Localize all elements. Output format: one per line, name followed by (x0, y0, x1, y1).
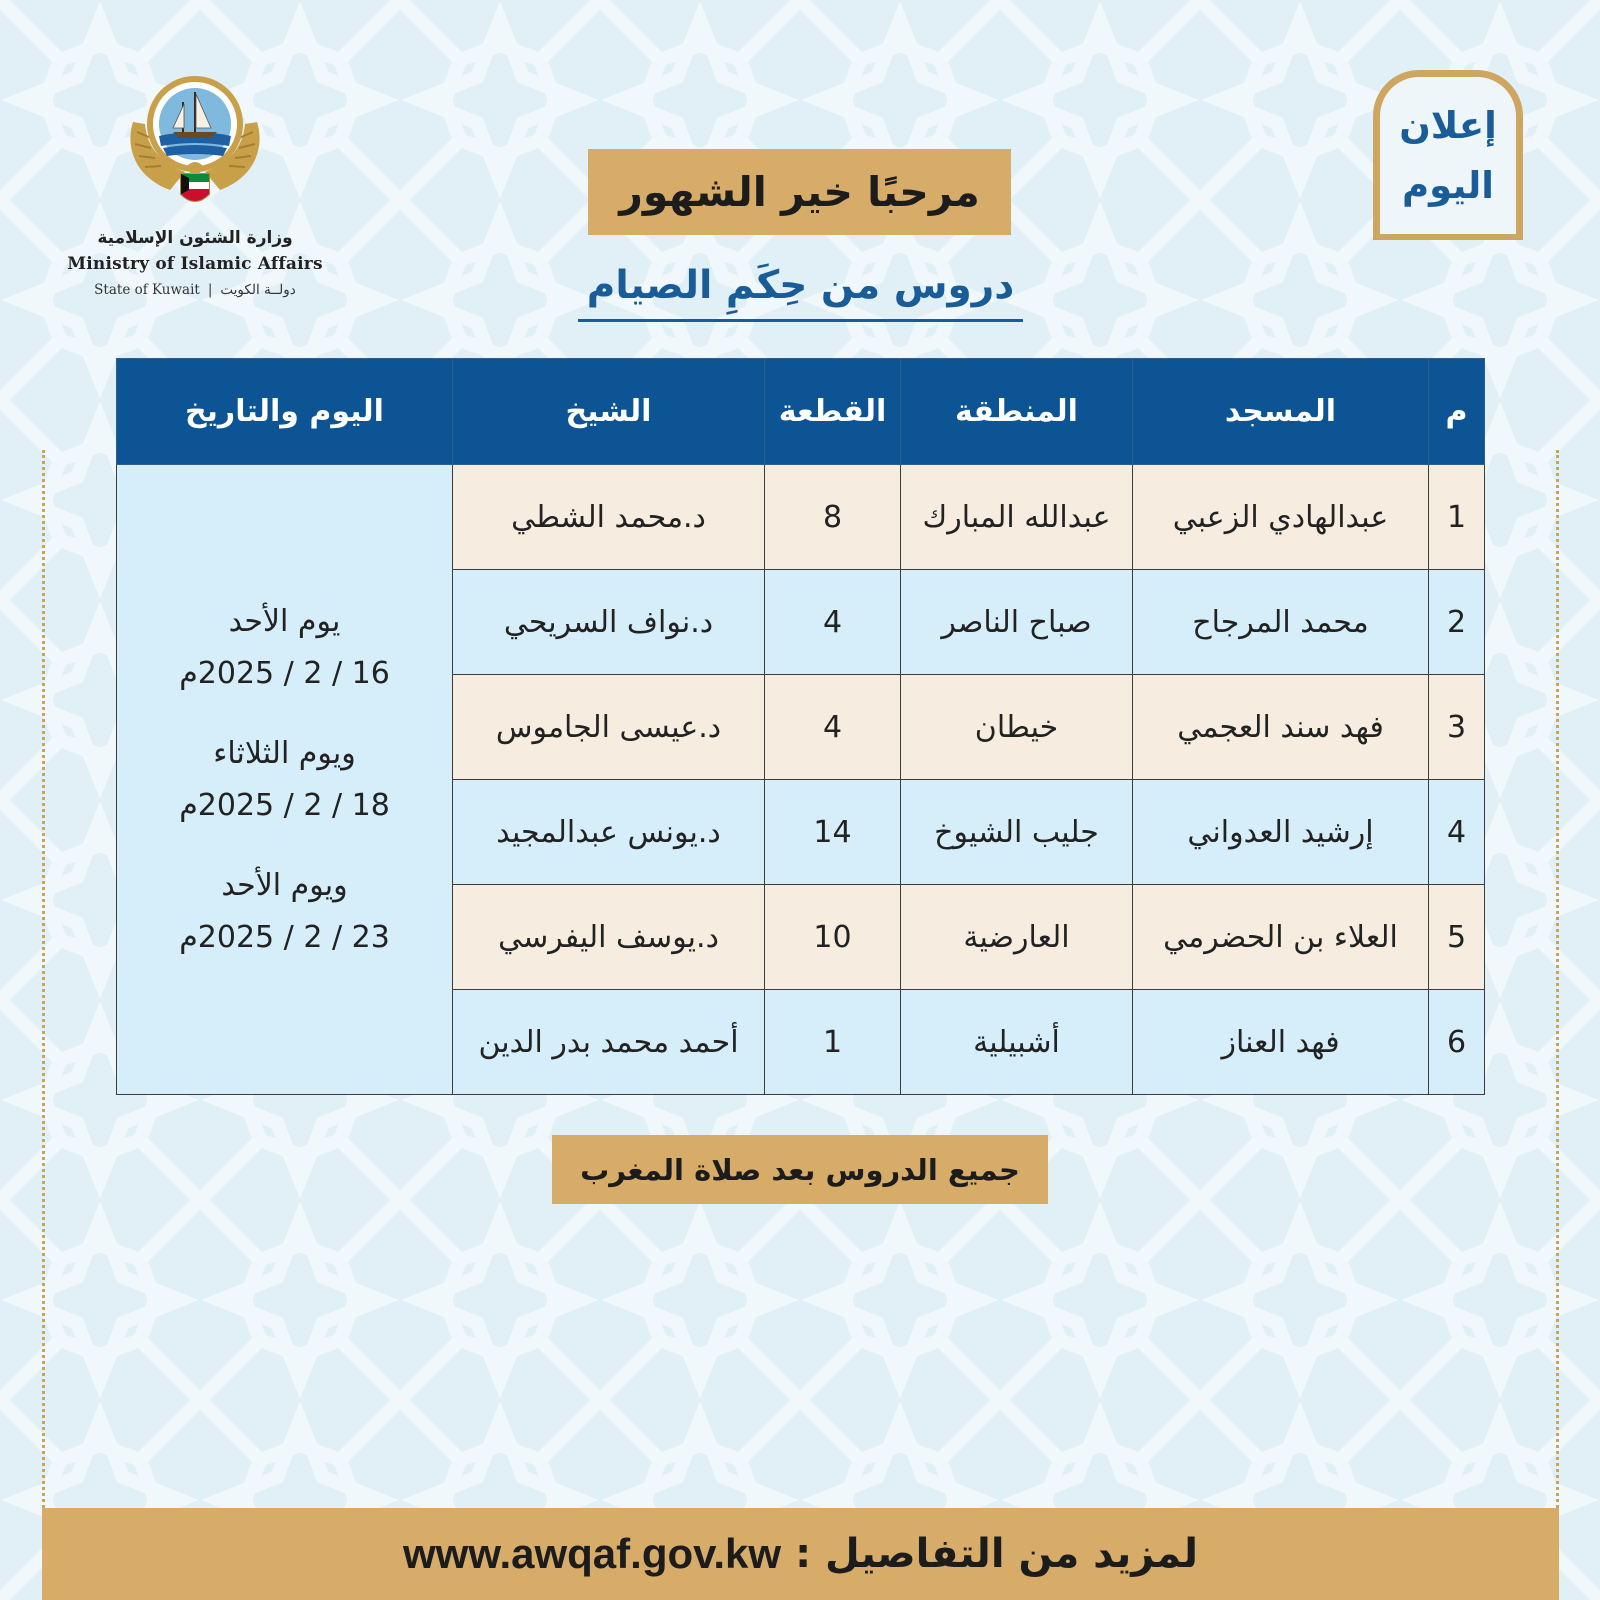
ministry-name-english: Ministry of Islamic Affairs (67, 254, 323, 274)
cell-mosque: عبدالهادي الزعبي (1133, 465, 1429, 570)
timing-note (552, 1135, 1048, 1204)
table-header-row (117, 359, 1485, 465)
cell-area: أشبيلية (901, 990, 1133, 1095)
cell-sheikh: د.يونس عبدالمجيد (453, 780, 765, 885)
footer-label: لمزيد من التفاصيل : (795, 1531, 1198, 1577)
cell-area: عبدالله المبارك (901, 465, 1133, 570)
kuwait-emblem-icon (115, 62, 275, 222)
date-day: يوم الأحد (228, 603, 341, 639)
cell-dates (117, 465, 453, 1095)
date-entry (117, 596, 452, 700)
cell-area: جليب الشيوخ (901, 780, 1133, 885)
header-date: اليوم والتاريخ (117, 359, 453, 465)
lessons-schedule-table (116, 358, 1485, 1095)
state-line (60, 282, 330, 298)
date-value: 16 / 2 / 2025م (179, 655, 390, 691)
cell-index: 4 (1429, 780, 1485, 885)
header-block: القطعة (765, 359, 901, 465)
date-value: 23 / 2 / 2025م (179, 919, 390, 955)
cell-area: صباح الناصر (901, 570, 1133, 675)
subtitle (578, 258, 1023, 322)
badge-line-2: اليوم (1402, 163, 1494, 207)
state-separator: | (207, 282, 213, 298)
date-day: ويوم الثلاثاء (213, 735, 356, 771)
state-english: State of Kuwait (94, 282, 200, 298)
cell-index: 3 (1429, 675, 1485, 780)
website-link[interactable]: www.awqaf.gov.kw (403, 1530, 782, 1577)
cell-sheikh: د.يوسف اليفرسي (453, 885, 765, 990)
dotted-border-left (42, 450, 45, 1508)
date-entry (117, 728, 452, 832)
cell-sheikh: د.عيسى الجاموس (453, 675, 765, 780)
cell-sheikh: أحمد محمد بدر الدين (453, 990, 765, 1095)
table-row (117, 465, 1485, 570)
date-value: 18 / 2 / 2025م (179, 787, 390, 823)
cell-mosque: إرشيد العدواني (1133, 780, 1429, 885)
cell-sheikh: د.نواف السريحي (453, 570, 765, 675)
cell-mosque: فهد العناز (1133, 990, 1429, 1095)
cell-area: خيطان (901, 675, 1133, 780)
main-title: مرحبًا خير الشهور (619, 168, 980, 216)
cell-index: 1 (1429, 465, 1485, 570)
header-index: م (1429, 359, 1485, 465)
footer-bar (42, 1508, 1559, 1600)
header-mosque: المسجد (1133, 359, 1429, 465)
cell-mosque: العلاء بن الحضرمي (1133, 885, 1429, 990)
cell-block: 1 (765, 990, 901, 1095)
cell-mosque: فهد سند العجمي (1133, 675, 1429, 780)
ministry-name-arabic: وزارة الشئون الإسلامية (97, 228, 293, 248)
cell-block: 8 (765, 465, 901, 570)
cell-block: 10 (765, 885, 901, 990)
date-day: ويوم الأحد (221, 867, 348, 903)
cell-block: 4 (765, 570, 901, 675)
announcement-badge (1373, 70, 1523, 240)
badge-line-1: إعلان (1399, 103, 1497, 147)
cell-block: 4 (765, 675, 901, 780)
date-entry (117, 860, 452, 964)
cell-area: العارضية (901, 885, 1133, 990)
main-title-box (588, 149, 1011, 235)
cell-mosque: محمد المرجاح (1133, 570, 1429, 675)
timing-note-text: جميع الدروس بعد صلاة المغرب (580, 1152, 1020, 1187)
cell-index: 5 (1429, 885, 1485, 990)
cell-index: 6 (1429, 990, 1485, 1095)
header-area: المنطقة (901, 359, 1133, 465)
subtitle-text: دروس من حِكَمِ الصيام (586, 263, 1015, 308)
cell-sheikh: د.محمد الشطي (453, 465, 765, 570)
cell-index: 2 (1429, 570, 1485, 675)
dotted-border-right (1556, 450, 1559, 1508)
ministry-logo (60, 62, 330, 312)
cell-block: 14 (765, 780, 901, 885)
state-arabic: دولــة الكويت (220, 282, 296, 298)
header-sheikh: الشيخ (453, 359, 765, 465)
